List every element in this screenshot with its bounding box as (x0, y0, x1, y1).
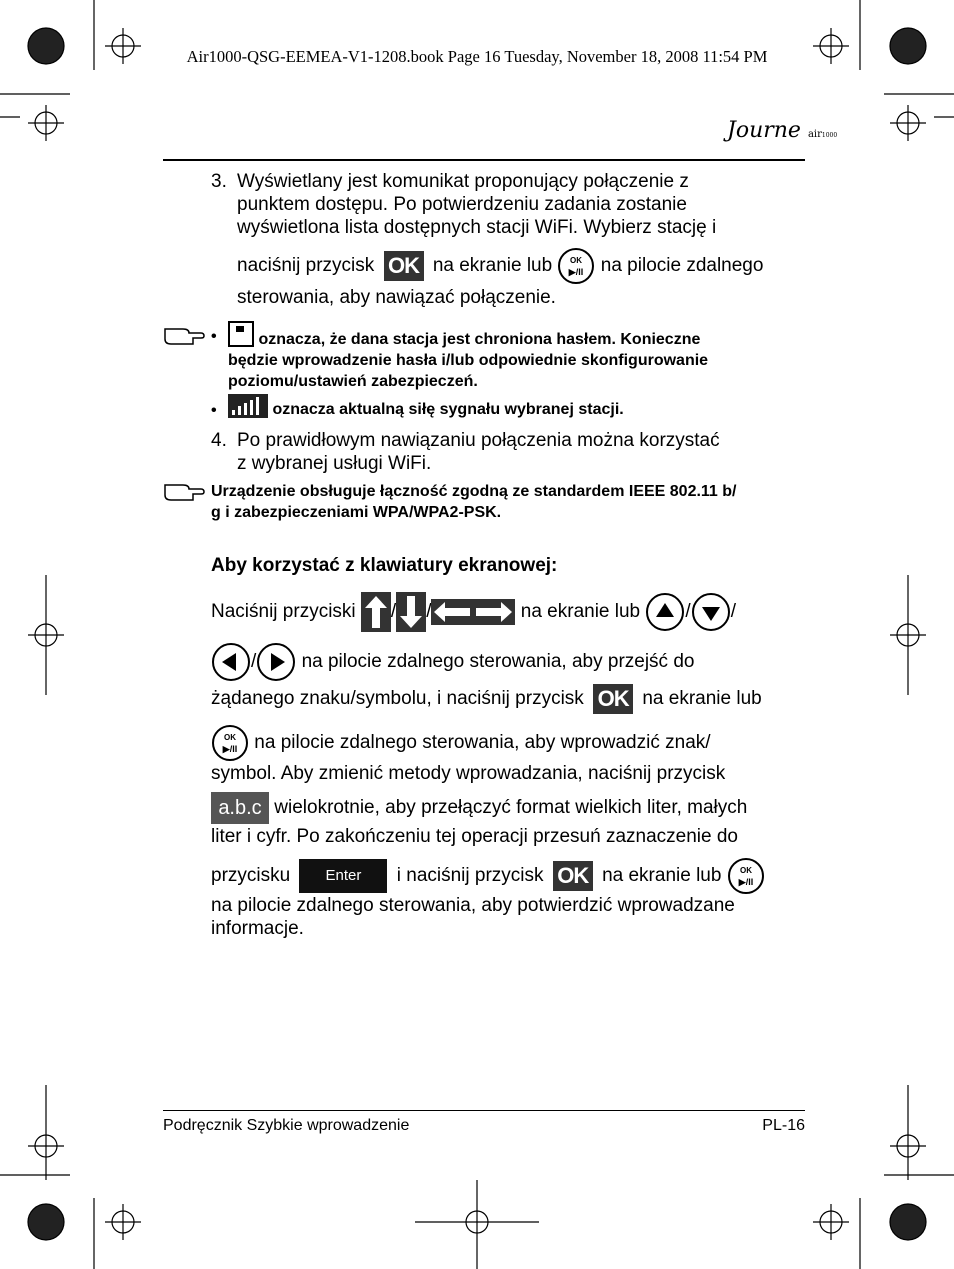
brand-sub: air (807, 129, 822, 140)
slash: / (390, 601, 397, 623)
remote-down-icon (691, 592, 731, 632)
keyboard-p3 (211, 684, 762, 714)
svg-text:OK: OK (224, 733, 236, 742)
abc-button-icon: a.b.c (211, 792, 269, 824)
keyboard-p6 (211, 792, 747, 824)
keyboard-p5: symbol. Aby zmienić metody wprowadzania, naciśnij przycisk (211, 763, 726, 784)
brand-script: Journe (727, 118, 801, 143)
keyboard-p4-text: na pilocie zdalnego sterowania, aby wprowadzić znak/ (254, 732, 711, 754)
brand-small: 1000 (821, 132, 838, 139)
step4-line1: Po prawidłowym nawiązaniu połączenia można korzystać (237, 430, 720, 451)
page-number: PL-16 (762, 1117, 805, 1134)
svg-text:OK: OK (739, 866, 752, 875)
step3-line4c: na pilocie zdalnego (600, 255, 764, 277)
note2-line1: Urządzenie obsługuje łączność zgodną ze standardem IEEE 802.11 b/ (211, 483, 737, 500)
note1-line1: oznacza, że dana stacja jest chroniona hasłem. Konieczne (258, 331, 701, 348)
ok-button-icon-2: OK (593, 684, 633, 714)
signal-strength-icon (228, 394, 268, 418)
step3-line3: wyświetlona lista dostępnych stacji WiFi. Wybierz stację i (237, 217, 717, 238)
ok-play-remote-icon-2 (211, 724, 249, 762)
step3-text (237, 170, 807, 239)
ok-play-remote-icon-3 (727, 857, 765, 895)
ok-play-remote-icon (557, 247, 595, 285)
ok-button-icon: OK (384, 251, 424, 281)
step3-line4b: na ekranie lub (432, 255, 553, 277)
keyboard-p8c: na ekranie lub (602, 865, 722, 887)
keyboard-heading: Aby korzystać z klawiatury ekranowej: (211, 555, 558, 576)
svg-text:OK: OK (570, 256, 583, 265)
keyboard-p9-p10 (211, 894, 735, 940)
svg-text:▶/II: ▶/II (738, 877, 753, 887)
note2-text (211, 481, 811, 523)
keyboard-p8a: przycisku (211, 865, 291, 887)
note1-signal (228, 394, 624, 420)
svg-text:▶/II: ▶/II (222, 744, 238, 754)
note1-line2: będzie wprowadzenie hasła i/lub odpowiednie skonfigurowanie (228, 352, 709, 369)
note1-line3: poziomu/ustawień zabezpieczeń. (228, 373, 478, 390)
keyboard-p1a: Naciśnij przyciski (211, 601, 356, 623)
keyboard-p4 (211, 724, 711, 762)
step3-line5: sterowania, aby nawiązać połączenie. (237, 287, 556, 308)
up-arrow-icon (361, 592, 391, 632)
down-arrow-icon (396, 592, 426, 632)
slash: / (685, 601, 691, 623)
remote-left-icon (211, 642, 251, 682)
keyboard-p6-text: wielokrotnie, aby przełączyć format wielkich liter, małych (274, 797, 748, 819)
keyboard-p1b: na ekranie lub (520, 601, 641, 623)
ok-button-icon-3: OK (553, 861, 593, 891)
slash: / (251, 651, 257, 673)
keyboard-p8b: i naciśnij przycisk (396, 865, 544, 887)
left-arrow-icon (431, 599, 473, 625)
keyboard-p2-text: na pilocie zdalnego sterowania, aby przejść do (301, 651, 695, 673)
step3-line1: Wyświetlany jest komunikat proponujący połączenie z (237, 171, 689, 192)
note2-line2: g i zabezpieczeniami WPA/WPA2-PSK. (211, 504, 502, 521)
footer-title: Podręcznik Szybkie wprowadzenie (163, 1117, 410, 1134)
keyboard-p2 (211, 642, 694, 682)
step3-line2: punktem dostępu. Po potwierdzeniu zadania zostanie (237, 194, 687, 215)
pointing-hand-icon-2 (163, 481, 205, 503)
step3-line4 (237, 247, 763, 285)
note1-bullet2: • (211, 402, 217, 419)
keyboard-p8 (211, 857, 765, 895)
note1-bullet: • (211, 328, 217, 345)
footer-rule (163, 1110, 805, 1111)
remote-up-icon (645, 592, 685, 632)
lock-icon (228, 321, 254, 347)
step3-line4a: naciśnij przycisk (237, 255, 375, 277)
book-slug: Air1000-QSG-EEMEA-V1-1208.book Page 16 Tuesday, November 18, 2008 11:54 PM (186, 47, 768, 66)
pointing-hand-icon (163, 325, 205, 347)
note1-text (228, 321, 808, 392)
svg-text:▶/II: ▶/II (569, 267, 584, 277)
brand-logo (727, 118, 837, 143)
step4-line2: z wybranej usługi WiFi. (237, 453, 432, 474)
keyboard-p9: na pilocie zdalnego sterowania, aby potwierdzić wprowadzane (211, 895, 735, 916)
note1-line4: oznacza aktualną siłę sygnału wybranej stacji. (272, 401, 624, 418)
slash: / (426, 601, 432, 623)
keyboard-p10: informacje. (211, 918, 304, 939)
remote-right-icon (256, 642, 296, 682)
keyboard-p3a: żądanego znaku/symbolu, i naciśnij przycisk (211, 688, 584, 710)
header-rule (163, 159, 805, 161)
enter-button-icon: Enter (299, 859, 387, 893)
step3-number: 3. (211, 171, 227, 192)
slash: / (730, 601, 736, 623)
keyboard-p7: liter i cyfr. Po zakończeniu tej operacji przesuń zaznaczenie do (211, 826, 738, 847)
keyboard-p3b: na ekranie lub (642, 688, 762, 710)
step4-number: 4. (211, 430, 227, 451)
keyboard-p1 (211, 592, 736, 632)
right-arrow-icon (473, 599, 515, 625)
step4-text (237, 429, 720, 475)
